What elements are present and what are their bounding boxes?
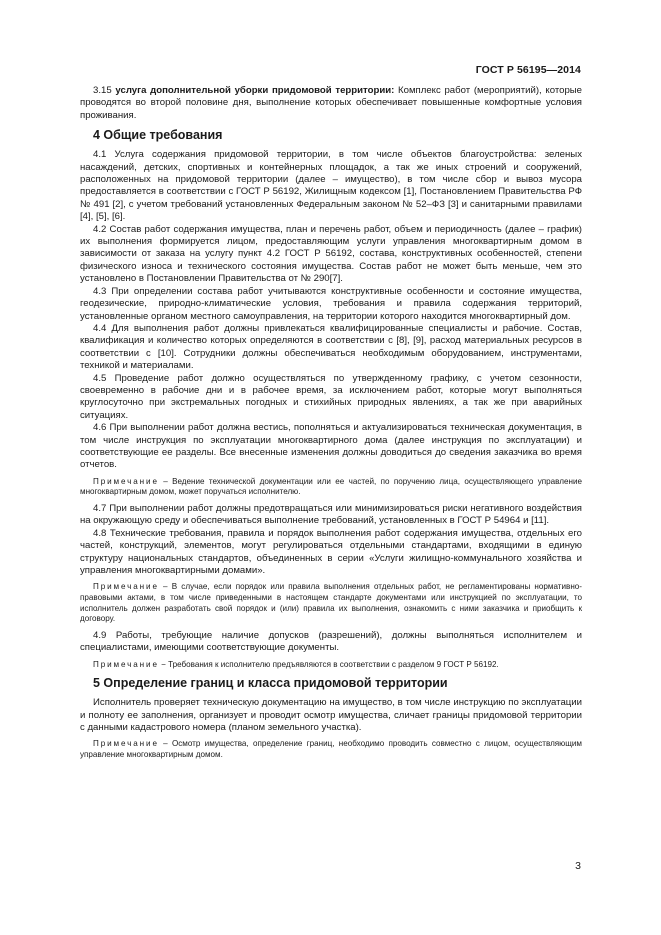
paragraph-4-2: 4.2 Состав работ содержания имущества, план и перечень работ, объем и периодичность (далее – график) их выполнения формируется лицом, предоставляющим услуги управления многоквартирным домом в зависимости от заказа на услугу пункт 4.2 ГОСТ Р 56192, состава, конструктивных особенностей, степени физического износа и технического состояния имущества. Состав работ не может быть меньше, чем это установлено в Постановлении Правительства от № 290[7]. bbox=[80, 223, 582, 285]
note-1 bbox=[80, 477, 582, 498]
note-text: – В случае, если порядок или правила выполнения отдельных работ, не регламентированы нормативно-правовыми актами, в том числе приведенными в настоящем стандарте документами или инструкцией по эксплуатации, то исполнитель должен разработать свой порядок и (или) правила их выполнения, ознакомить с ними заказчика и приобщить к договору. bbox=[80, 582, 582, 624]
term-definition: Комплекс работ (мероприятий), которые проводятся во второй половине дня, выполнение которых обеспечивает повышенные комфортные условия проживания. bbox=[80, 85, 583, 121]
paragraph-4-7: 4.7 При выполнении работ должны предотвращаться или минимизироваться риски негативного воздействия на окружающую среду и обеспечиваться выполнение требований, установленных в ГОСТ Р 54964 и [11]. bbox=[80, 502, 582, 527]
section-4-title: 4 Общие требования bbox=[93, 128, 223, 143]
term-3-15 bbox=[80, 85, 582, 122]
paragraph-4-5: 4.5 Проведение работ должно осуществляться по утвержденному графику, с учетом сезонности, своевременно в рабочие дни и в рабочее время, за исключением работ, которые могут выполняться круглосуточно при экстремальных погодных и стихийных природных явлениях, а так же при аварийных ситуациях. bbox=[80, 372, 582, 421]
paragraph-4-8: 4.8 Технические требования, правила и порядок выполнения работ содержания имущества, отдельных его частей, конструкций, элементов, могут регулироваться отдельными стандартами, входящими в единую структуру национальных стандартов, объединенных в серии «Услуги жилищно-коммунального хозяйства и управления многоквартирными домами». bbox=[80, 527, 582, 576]
term-title: услуга дополнительной уборки придомовой территории: bbox=[115, 85, 395, 96]
section-5-title: 5 Определение границ и класса придомовой территории bbox=[93, 676, 448, 691]
note-text: − Требования к исполнителю предъявляются в соответствии с разделом 9 ГОСТ Р 56192. bbox=[158, 659, 499, 669]
note-text: – Ведение технической документации или ее частей, по поручению лица, осуществляющего управление многоквартирным домом, может поручаться исполнителю. bbox=[80, 476, 582, 497]
paragraph-4-4: 4.4 Для выполнения работ должны привлекаться квалифицированные специалисты и рабочие. Состав, квалификация и количество которых определяются в соответствии с [8], [9], расход материальных ресурсов в соответствии с [10]. Сотрудники должны обеспечиваться необходимым оборудованием, инструментами, техникой и материалами. bbox=[80, 322, 582, 372]
paragraph-4-3: 4.3 При определении состава работ учитываются конструктивные особенности и состояние имущества, геодезические, природно-климатические условия, требования и правила содержания территорий, установленные органом местного самоуправления, на территории которого находится многоквартирный дом. bbox=[80, 285, 582, 322]
paragraph-5-1: Исполнитель проверяет техническую документацию на имущество, в том числе инструкцию по эксплуатации и полноту ее заполнения, организует и проводит осмотр имущества, сличает границы придомовой территории с данными кадастрового номера (планом земельного участка). bbox=[80, 697, 582, 733]
note-label: Примечание bbox=[93, 739, 159, 749]
note-2 bbox=[80, 582, 582, 624]
note-label: Примечание bbox=[93, 582, 159, 592]
page-content bbox=[80, 85, 582, 766]
term-number: 3.15 bbox=[93, 85, 112, 96]
paragraph-4-6: 4.6 При выполнении работ должна вестись, пополняться и актуализироваться техническая документация, в том числе инструкция по эксплуатации многоквартирного дома (далее инструкция по эксплуатации) и соответствующие ее разделы. Все внесенные изменения должны доводиться до сведения заказчика во время отчетов. bbox=[80, 422, 582, 471]
paragraph-4-9: 4.9 Работы, требующие наличие допусков (разрешений), должны выполняться исполнителем и специалистами, имеющими соответствующие документы. bbox=[80, 629, 582, 654]
note-label: Примечание bbox=[93, 476, 159, 486]
page-number: 3 bbox=[575, 860, 581, 872]
standard-header: ГОСТ Р 56195—2014 bbox=[475, 64, 581, 76]
note-text: – Осмотр имущества, определение границ, необходимо проводить совместно с лицом, осуществляющим управление многоквартирным домом. bbox=[80, 739, 582, 759]
paragraph-4-1: 4.1 Услуга содержания придомовой территории, в том числе объектов благоустройства: зеленых насаждений, детских, спортивных и контейнерных площадок, а так же иных строений и сооружений, расположенных на придомовой территории (далее – имущество), в том числе сбор и вывоз мусора предоставляется в соответствии с ГОСТ Р 56192, Жилищным кодексом [1], Постановлением Правительства РФ № 491 [2], с учетом требований установленных Федеральным законом № 52–ФЗ [3] и санитарными правилами [4], [5], [6]. bbox=[80, 149, 582, 223]
note-4 bbox=[80, 739, 582, 760]
note-label: Примечание bbox=[93, 659, 159, 669]
note-3 bbox=[80, 660, 582, 671]
